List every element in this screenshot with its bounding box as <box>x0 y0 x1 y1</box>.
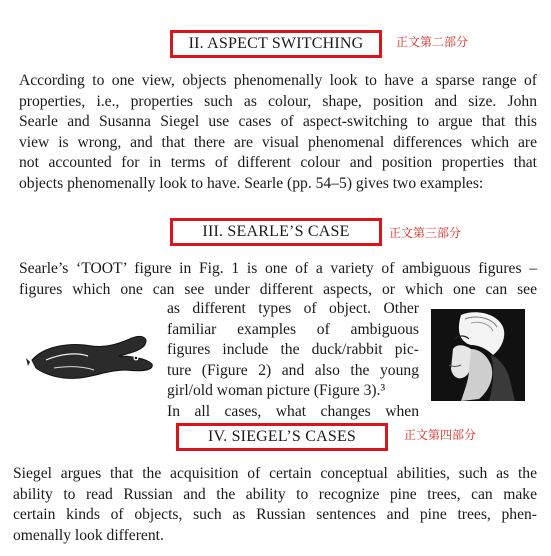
text-line: properties, i.e., properties such as colour, shape, position and size. John <box>19 92 537 110</box>
section-heading-aspect-switching <box>170 30 382 58</box>
text-line: familiar examples of ambiguous <box>167 320 419 338</box>
text-line: objects phenomenally look to have. Searle (pp. 54–5) gives two examples: <box>19 174 484 192</box>
text-line: In all cases, what changes when <box>167 402 419 420</box>
text-line: figures which one can see under different aspects, or which one can see <box>19 280 537 298</box>
text-line: omenally look different. <box>13 526 164 544</box>
text-line: ture (Figure 2) and also the young <box>167 361 419 379</box>
duck-rabbit-figure <box>26 326 160 382</box>
annotation-note: 正文第二部分 <box>396 35 469 49</box>
text-line: view is wrong, and that there are visual phenomenal differences which are <box>19 133 537 151</box>
paragraph-siegels-cases <box>13 464 537 546</box>
text-line: figures include the duck/rabbit pic- <box>167 341 419 358</box>
text-line: ability to read Russian and the ability to recognize pine trees, can make <box>13 485 537 503</box>
text-line: as different types of object. Other <box>167 300 419 317</box>
annotation-note: 正文第三部分 <box>389 226 462 240</box>
text-line: According to one view, objects phenomenally look to have a sparse range of <box>19 72 537 89</box>
heading-text: II. ASPECT SWITCHING <box>188 35 364 52</box>
heading-text: IV. SIEGEL’S CASES <box>207 428 357 445</box>
heading-text: III. SEARLE’S CASE <box>202 223 350 240</box>
annotation-note: 正文第四部分 <box>404 428 477 442</box>
paragraph-searles-case-full <box>19 259 537 300</box>
text-line: Searle and Susanna Siegel use cases of aspect-switching to argue that this <box>19 113 537 130</box>
section-heading-searles-case <box>170 218 382 246</box>
text-line: Siegel argues that the acquisition of certain conceptual abilities, such as the <box>13 465 537 482</box>
young-old-woman-figure <box>431 309 525 401</box>
section-heading-siegels-cases <box>176 423 388 451</box>
paragraph-searles-case-wrapped <box>167 299 419 420</box>
paragraph-aspect-switching <box>19 71 537 194</box>
text-line: certain kinds of objects, such as Russian sentences and pine trees, phen- <box>13 506 537 523</box>
text-line: girl/old woman picture (Figure 3).³ <box>167 382 386 399</box>
text-line: Searle’s ‘TOOT’ figure in Fig. 1 is one of a variety of ambiguous figures – <box>19 260 537 277</box>
text-line: not accounted for in terms of different colour and position properties that <box>19 154 537 171</box>
